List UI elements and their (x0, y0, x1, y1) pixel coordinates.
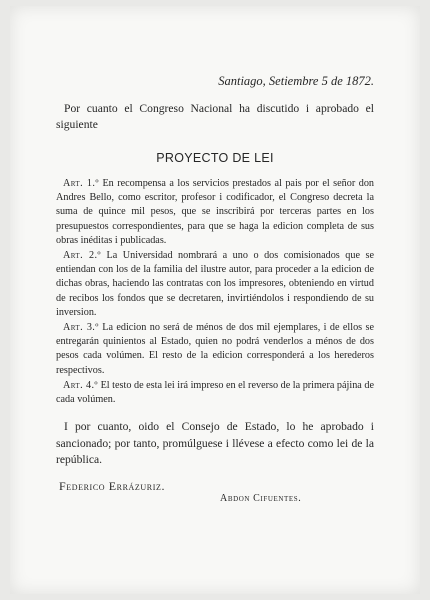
article-label: Art. 3.º (63, 322, 99, 334)
article-text: El testo de esta lei irá impreso en el reverso de la primera pájina de cada volúmen. (56, 379, 374, 406)
article-4 (56, 379, 374, 407)
document-body (56, 74, 374, 509)
article-3 (56, 321, 374, 378)
signature-block (56, 479, 374, 509)
dateline: Santiago, Setiembre 5 de 1872. (218, 74, 374, 88)
intro-paragraph: Por cuanto el Congreso Nacional ha discutido i aprobado el siguiente (56, 102, 374, 131)
document-page (10, 6, 420, 594)
document-heading: PROYECTO DE LEI (156, 151, 274, 165)
article-label: Art. 4.º (63, 379, 98, 391)
article-2 (56, 249, 374, 320)
article-text: La edicion no será de ménos de dos mil ejemplares, i de ellos se entregarán quinientos al Estado, quien no podrá venderlos a ménos de dos pesos cada volúmen. El resto de la edicion corresponderá a los herederos respectivos. (56, 322, 374, 376)
signature-president: Federico Errázuriz. (59, 478, 166, 493)
article-label: Art. 2.º (63, 250, 101, 262)
article-text: En recompensa a los servicios prestados al pais por el señor don Andres Bello, como escritor, profesor i codificador, el Congreso decreta la suma de quince mil pesos, que se inscribirá por terceras partes en los presupuestos correspondientes, para que se haga la edicion completa de sus obras inéditas i publicadas. (56, 178, 375, 246)
signature-minister: Abdon Cifuentes. (220, 492, 302, 504)
article-text: La Universidad nombrará a uno o dos comisionados que se entiendan con los de la familia del ilustre autor, para proceder a la edicion de dichas obras, haciendo las contratas con los impresores, obteniendo en virtud de recibos los fondos que se decretaren, invirtiéndolos i respondiendo de su inversion. (56, 250, 375, 318)
article-1 (56, 177, 374, 248)
article-label: Art. 1.º (63, 178, 99, 189)
closing-paragraph: I por cuanto, oido el Consejo de Estado, lo he aprobado i sancionado; por tanto, promúlguese i llévese a efecto como lei de la república. (56, 420, 374, 467)
